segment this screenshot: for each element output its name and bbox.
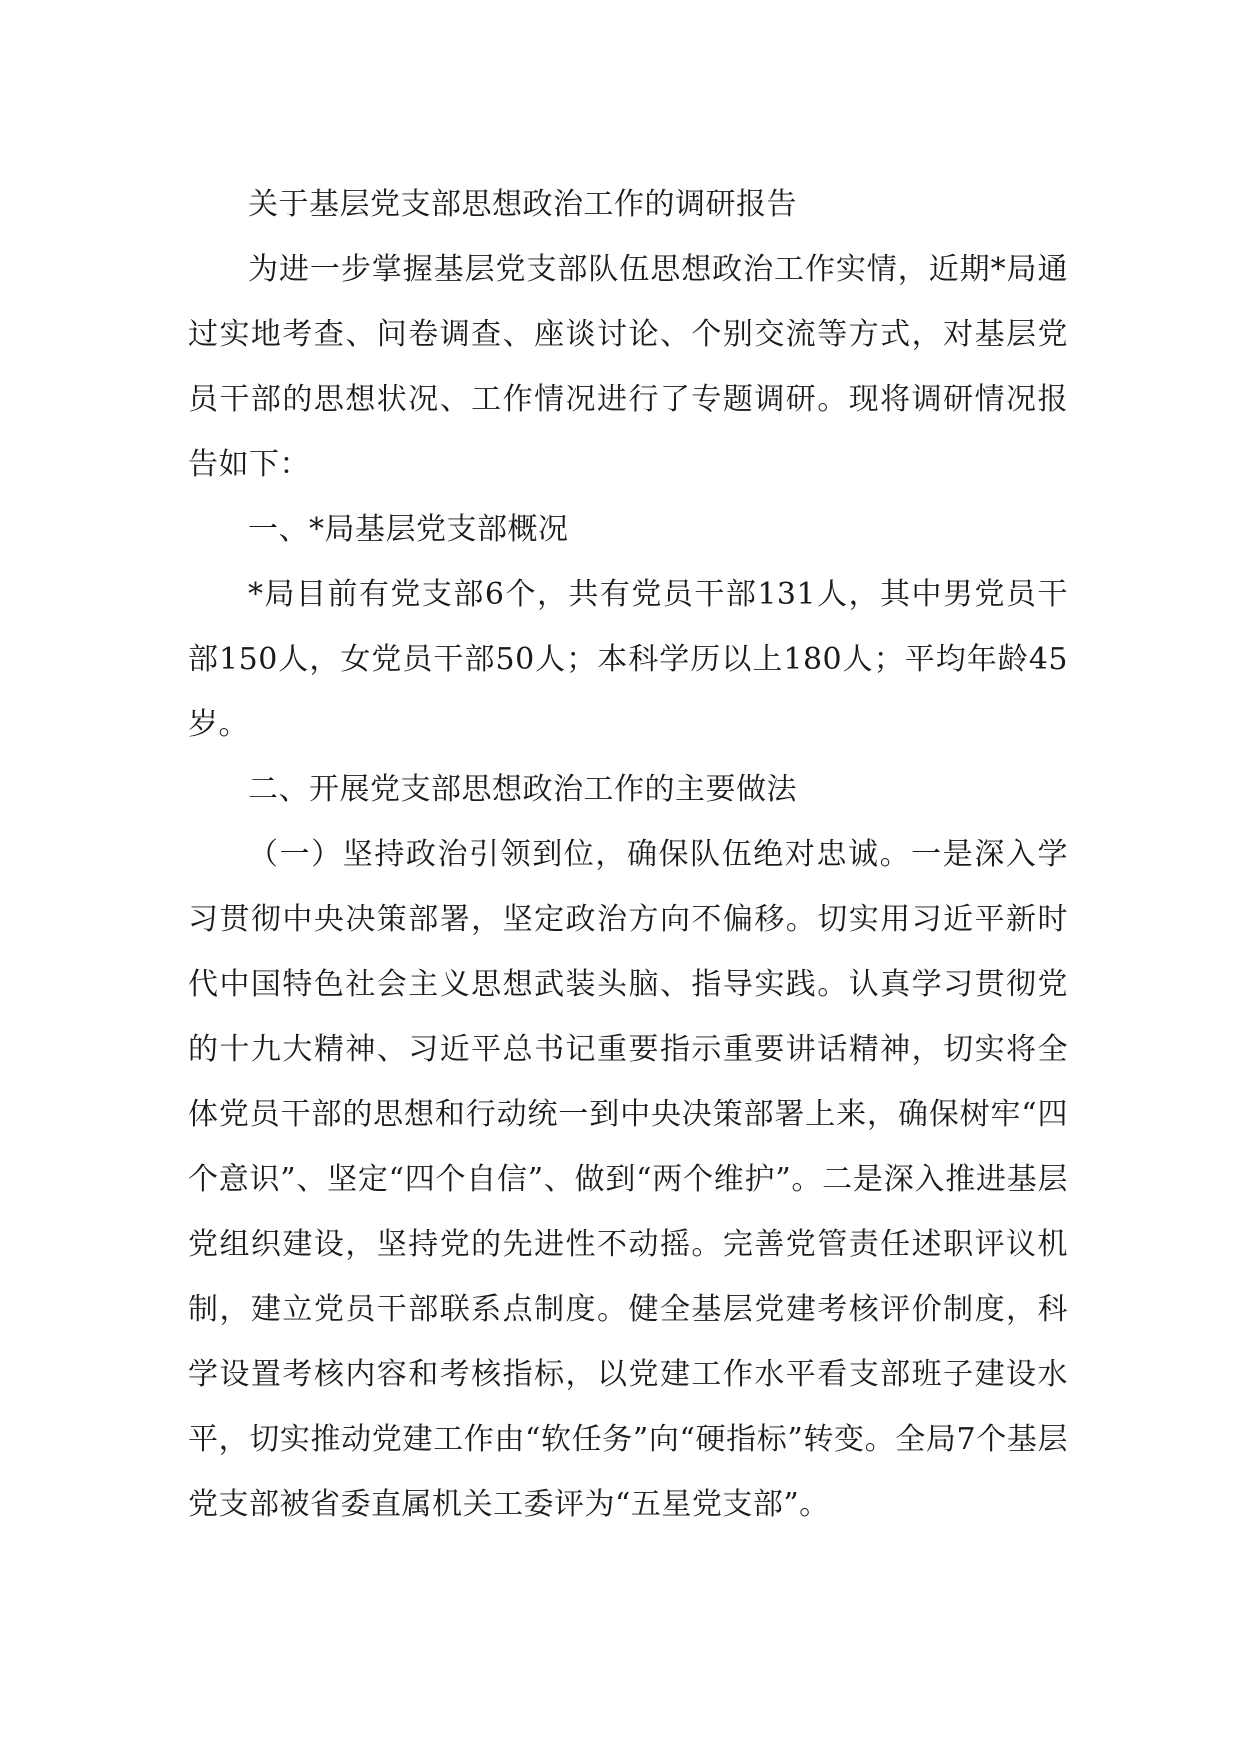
section-heading-overview: 一、*局基层党支部概况 [248,512,569,547]
practices-paragraph: （一）坚持政治引领到位，确保队伍绝对忠诚。一是深入学习贯彻中央决策部署，坚定政治方向不偏移。切实用习近平新时代中国特色社会主义思想武装头脑、指导实践。认真学习贯彻党的十九大精神、习近平总书记重要指示重要讲话精神，切实将全体党员干部的思想和行动统一到中央决策部署上来，确保树牢“四个意识”、坚定“四个自信”、做到“两个维护”。二是深入推进基层党组织建设，坚持党的先进性不动摇。完善党管责任述职评议机制，建立党员干部联系点制度。健全基层党建考核评价制度，科学设置考核内容和考核指标，以党建工作水平看支部班子建设水平，切实推动党建工作由“软任务”向“硬指标”转变。全局7个基层党支部被省委直属机关工委评为“五星党支部”。 [188,837,1068,1522]
section-heading-practices: 二、开展党支部思想政治工作的主要做法 [248,772,797,807]
intro-paragraph: 为进一步掌握基层党支部队伍思想政治工作实情，近期*局通过实地考查、问卷调查、座谈讨论、个别交流等方式，对基层党员干部的思想状况、工作情况进行了专题调研。现将调研情况报告如下： [188,252,1068,482]
document-body [188,172,1068,1537]
document-title: 关于基层党支部思想政治工作的调研报告 [248,187,797,222]
overview-paragraph: *局目前有党支部6个，共有党员干部131人，其中男党员干部150人，女党员干部50人；本科学历以上180人；平均年龄45岁。 [188,577,1068,742]
